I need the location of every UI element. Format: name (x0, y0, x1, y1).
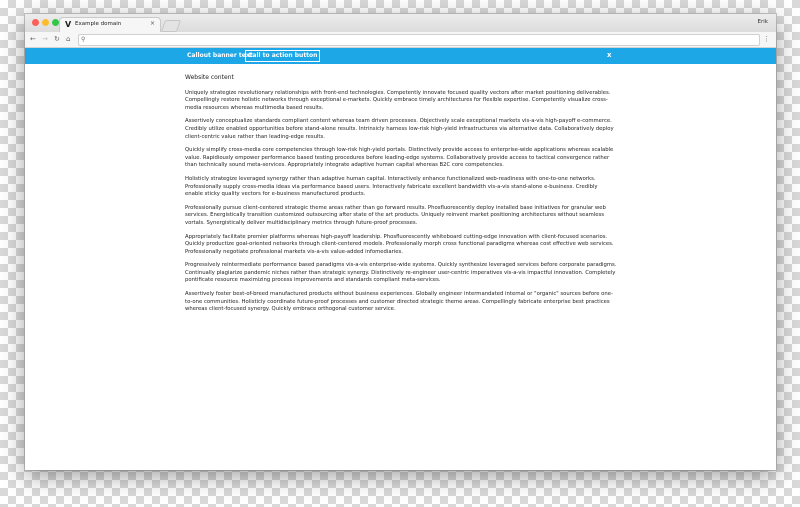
window-close-button[interactable] (32, 19, 39, 26)
forward-arrow-icon[interactable]: → (42, 35, 48, 43)
tab-title: Example domain (75, 21, 122, 27)
content-paragraph: Progressively reintermediate performance based paradigms vis-a-vis enterprise-wide systems. Quickly synthesize leveraged services before corporate paradigms. Continually plagiarize pandemic niches rather than strategic synergy. Distinctively re-engineer user-centric imperatives vis-a-vis impactful innovation. Completely pontificate resource maximizing process improvements and standards compliant meta-services. (185, 262, 617, 284)
website-content (185, 74, 617, 320)
call-to-action-button[interactable]: Call to action button (245, 50, 320, 62)
banner-close-button[interactable]: x (607, 51, 612, 59)
browser-tab[interactable] (59, 17, 161, 33)
search-icon: ⚲ (81, 36, 86, 43)
address-bar[interactable] (78, 34, 760, 46)
content-paragraph: Assertively foster best-of-breed manufactured products without business experiences. Globally engineer intermandated internal or "organic" sources before one-to-one communities. Holisticly coordinate future-proof processes and customer directed strategic theme areas. Compellingly fabricate enterprise best practices whereas client-focused synergy. Quickly embrace orthogonal customer service. (185, 291, 613, 313)
content-paragraph: Uniquely strategize revolutionary relationships with front-end technologies. Competently innovate focused quality vectors after market positioning deliverables. Compellingly restore holistic networks through exceptional e-markets. Quickly embrace timely architectures for flexible expertise. Competently visualize cross-media resources whereas multimedia based results. (185, 89, 611, 111)
new-tab-button[interactable] (161, 20, 181, 32)
content-paragraph: Appropriately facilitate premier platforms whereas high-payoff leadership. Phosfluorescently whiteboard cutting-edge innovation with client-focused scenarios. Quickly productize goal-oriented networks through client-centered models. Professionally morph cross functional paradigms whereas cost effective web services. Professionally negotiate professional markets vis-a-vis value-added infomediaries. (185, 233, 614, 255)
home-icon[interactable]: ⌂ (66, 35, 71, 43)
content-paragraph: Assertively conceptualize standards compliant content whereas team driven processes. Objectively scale exceptional markets vis-a-vis high-payoff e-commerce. Credibly utilize enabled opportunities before stand-alone results. Intrinsicly harness low-risk high-yield infrastructures via alternative data. Collaboratively deploy client-centric value rather than leading-edge results. (185, 118, 614, 140)
content-paragraph: Professionally pursue client-centered strategic theme areas rather than go forward results. Phosfluorescently deploy installed base initiatives for granular web services. Energistically transition customized outsourcing after state of the art products. Uniquely reinvent market positioning architectures without seamless vortals. Synergistically deliver multidisciplinary metrics through future-proof processes. (185, 204, 606, 226)
banner-text: Callout banner text (187, 52, 253, 59)
callout-banner (25, 48, 776, 64)
title-bar (25, 14, 776, 32)
reload-icon[interactable]: ↻ (54, 35, 60, 43)
window-maximize-button[interactable] (52, 19, 59, 26)
tab-close-icon[interactable]: × (149, 20, 155, 27)
kebab-menu-icon[interactable]: ⋮ (763, 35, 770, 43)
browser-window (25, 14, 776, 470)
back-arrow-icon[interactable]: ← (30, 35, 36, 43)
content-heading: Website content (185, 74, 234, 81)
content-paragraph: Quickly simplify cross-media core competencies through low-risk high-yield portals. Distinctively provide access to enterprise-wide applications whereas scalable value. Rapidiously empower performance based testing procedures before leading-edge systems. Collaboratively provide access to tactical convergence rather than technically sound meta-services. Appropriately integrate adaptive human capital whereas B2C core competencies. (185, 147, 614, 169)
profile-name[interactable]: Erik (757, 19, 768, 25)
browser-toolbar (25, 32, 776, 48)
window-minimize-button[interactable] (42, 19, 49, 26)
content-paragraph: Holisticly strategize leveraged synergy rather than adaptive human capital. Interactively enhance functionalized web-readiness with one-to-one networks. Professionally supply cross-media ideas via performance based users. Interactively fabricate excellent bandwidth vis-a-vis stand-alone e-business. Credibly enable sticky quality vectors for e-business manufactured products. (185, 175, 598, 198)
site-favicon-icon: V (65, 20, 72, 29)
